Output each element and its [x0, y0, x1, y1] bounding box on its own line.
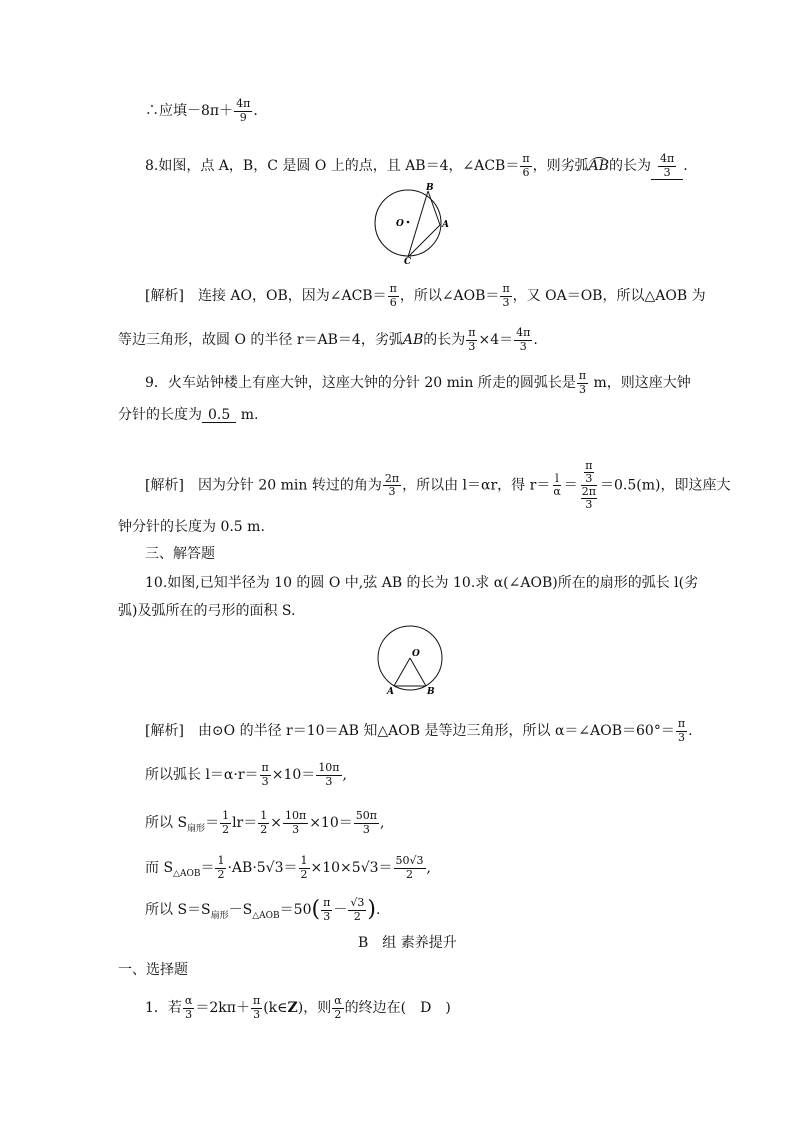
label-a: A	[387, 687, 394, 697]
analysis-10-line3: 所以 $S_{扇形}=$ $\frac{1}{2}$ lr＝ $\frac{1}{2}$ × $\frac{10\pi}{3}$ ×10＝ $\frac{50\pi}{3}$ ,	[145, 809, 385, 836]
section-heading: 三、解答题	[145, 546, 215, 562]
label-b: B	[427, 687, 435, 697]
label-o: O	[412, 649, 420, 659]
analysis-9-line1: [解析] 因为分针 20 min 转过的角为 $\frac{2\pi}{3}$ ，所以由 l＝αr，得 r＝ $\frac{l}{\alpha}$ ＝ π 3 2π 3 ＝0.5(m)，即这座大	[145, 459, 731, 512]
question-8: 8.如图，点 A，B，C 是圆 O 上的点，且 AB＝4，∠ACB＝ $\frac{\pi}{6}$ ，则劣弧AB的长为 $\frac{4\pi}{3}$ .	[145, 152, 688, 179]
fill-answer-line: ∴应填－8π＋ $\frac{4\pi}{9}$ .	[145, 97, 258, 124]
fraction: $\frac{\pi}{6}$	[522, 152, 530, 179]
question-9-line1: 9．火车站钟楼上有座大钟，这座大钟的分针 20 min 所走的圆弧长是 $\frac{\pi}{3}$ m，则这座大钟	[145, 369, 691, 396]
analysis-10-line2: 所以弧长 l＝α·r＝ $\frac{\pi}{3}$ ×10＝ $\frac{10\pi}{3}$ ,	[145, 761, 347, 788]
question-9-line2: 分针的长度为 0.5 m.	[118, 407, 259, 423]
arc-label: AB	[588, 158, 609, 175]
circle-figure-q8	[366, 183, 460, 265]
label-b: B	[426, 183, 434, 193]
question-10-line2: 弧)及弧所在的弓形的面积 S.	[118, 603, 296, 619]
label-o: O	[396, 219, 404, 229]
analysis-10-line1: [解析] 由⊙O 的半径 r＝10＝AB 知△AOB 是等边三角形，所以 α＝∠AOB＝60°＝ $\frac{\pi}{3}$ .	[145, 717, 693, 744]
answer-blank: $\frac{4\pi}{3}$	[651, 153, 683, 180]
analysis-10-line5: 所以 $S=S_{扇形}-S_{\triangle AOB}=50$( $\frac{\pi}{3}$ － $\frac{√3}{2}$ ).	[145, 896, 381, 923]
analysis-10-line4: 而 $S_{\triangle AOB}=$ $\frac{1}{2}$ ·AB·5√3＝ $\frac{1}{2}$ ×10×5√3＝ $\frac{50√3}{2}$ ,	[145, 854, 431, 881]
label-a: A	[442, 220, 449, 230]
question-1: 1．若 $\frac{\alpha}{3}$ ＝2kπ＋ $\frac{\pi}{3}$ (k∈Z)，则 $\frac{\alpha}{2}$ 的终边在( D )	[145, 994, 451, 1021]
group-b-heading: B 组 素养提升	[358, 935, 457, 951]
answer-blank: 0.5	[202, 408, 236, 423]
section-heading-choice: 一、选择题	[118, 962, 188, 978]
analysis-8-line1: [解析] 连接 AO，OB，因为∠ACB＝ $\frac{\pi}{6}$ ，所以∠AOB＝ $\frac{\pi}{3}$ ，又 OA＝OB，所以△AOB 为	[145, 282, 706, 309]
label-c: C	[404, 257, 412, 265]
answer-choice: D	[420, 1000, 432, 1017]
question-10-line1: 10.如图,已知半径为 10 的圆 O 中,弦 AB 的长为 10.求 α(∠AOB)所在的扇形的弧长 l(劣	[145, 575, 699, 591]
analysis-8-line2: 等边三角形，故圆 O 的半径 r＝AB＝4，劣弧AB的长为 $\frac{\pi}{3}$ ×4＝ $\frac{4\pi}{3}$ .	[118, 326, 538, 353]
fraction: $\frac{4\pi}{9}$	[236, 97, 251, 124]
text: ∴应填－8π＋	[145, 103, 234, 120]
complex-fraction: π 3 2π 3	[581, 459, 596, 512]
circle-figure-q10	[372, 623, 450, 697]
analysis-9-line2: 钟分针的长度为 0.5 m.	[118, 519, 265, 535]
